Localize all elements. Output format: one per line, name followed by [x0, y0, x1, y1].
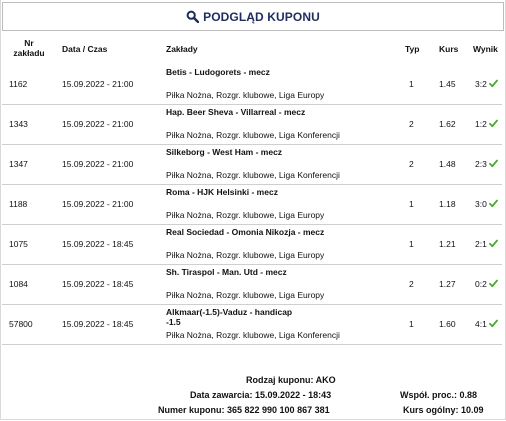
bet-odds: 1.27 — [439, 279, 456, 289]
bet-number: 57800 — [9, 319, 33, 329]
match-name: Real Sociedad - Omonia Nikozja - mecz — [166, 227, 325, 237]
bet-date: 15.09.2022 - 18:45 — [62, 239, 134, 249]
competition-name: Piłka Nożna, Rozgr. klubowe, Liga Konferencji — [166, 330, 340, 340]
bet-type: 2 — [409, 159, 414, 169]
bet-odds: 1.21 — [439, 239, 456, 249]
coupon-number: Numer kuponu: 365 822 990 100 867 381 — [158, 405, 330, 415]
search-icon — [186, 10, 199, 23]
check-icon — [489, 79, 498, 88]
column-header-bets: Zakłady — [166, 44, 198, 54]
bet-type: 1 — [409, 79, 414, 89]
bet-date: 15.09.2022 - 21:00 — [62, 159, 134, 169]
match-result: 2:1 — [475, 239, 487, 249]
bet-odds: 1.60 — [439, 319, 456, 329]
bet-type: 2 — [409, 119, 414, 129]
check-icon — [489, 239, 498, 248]
bet-type: 1 — [409, 199, 414, 209]
bet-odds: 1.18 — [439, 199, 456, 209]
bet-type: 2 — [409, 279, 414, 289]
table-row — [2, 225, 502, 265]
match-result: 2:3 — [475, 159, 487, 169]
column-header-type: Typ — [405, 44, 420, 54]
match-name: Roma - HJK Helsinki - mecz — [166, 187, 278, 197]
coupon-type: Rodzaj kuponu: AKO — [246, 375, 336, 385]
check-icon — [489, 279, 498, 288]
column-header-result: Wynik — [473, 44, 498, 54]
bet-date: 15.09.2022 - 18:45 — [62, 319, 134, 329]
competition-name: Piłka Nożna, Rozgr. klubowe, Liga Konferencji — [166, 130, 340, 140]
bet-date: 15.09.2022 - 21:00 — [62, 79, 134, 89]
match-name: Alkmaar(-1.5)-Vaduz - handicap — [166, 307, 293, 317]
match-name: Sh. Tiraspol - Man. Utd - mecz — [166, 267, 287, 277]
bet-odds: 1.45 — [439, 79, 456, 89]
table-row — [2, 145, 502, 185]
coupon-preview-header — [2, 2, 504, 31]
match-result: 3:0 — [475, 199, 487, 209]
bet-type: 1 — [409, 239, 414, 249]
competition-name: Piłka Nożna, Rozgr. klubowe, Liga Konferencji — [166, 170, 340, 180]
bet-date: 15.09.2022 - 21:00 — [62, 199, 134, 209]
bet-number: 1084 — [9, 279, 28, 289]
column-header-odds: Kurs — [439, 44, 459, 54]
column-header-date: Data / Czas — [62, 44, 108, 54]
table-row — [2, 65, 502, 105]
bet-number: 1188 — [9, 199, 28, 209]
date-closed: Data zawarcia: 15.09.2022 - 18:43 — [190, 390, 332, 400]
check-icon — [489, 199, 498, 208]
table-row — [2, 185, 502, 225]
bet-date: 15.09.2022 - 21:00 — [62, 119, 134, 129]
bet-odds: 1.48 — [439, 159, 456, 169]
check-icon — [489, 319, 498, 328]
match-name-line2: -1.5 — [166, 317, 181, 327]
commission-rate: Współ. proc.: 0.88 — [400, 390, 478, 400]
check-icon — [489, 119, 498, 128]
match-name: Silkeborg - West Ham - mecz — [166, 147, 283, 157]
bet-date: 15.09.2022 - 18:45 — [62, 279, 134, 289]
match-name: Hap. Beer Sheva - Villarreal - mecz — [166, 107, 306, 117]
bet-odds: 1.62 — [439, 119, 456, 129]
bet-number: 1075 — [9, 239, 28, 249]
competition-name: Piłka Nożna, Rozgr. klubowe, Liga Europy — [166, 210, 325, 220]
bet-type: 1 — [409, 319, 414, 329]
match-result: 1:2 — [475, 119, 487, 129]
match-result: 0:2 — [475, 279, 487, 289]
column-header-nr: Nr zakładu — [13, 38, 45, 58]
bet-number: 1162 — [9, 79, 28, 89]
competition-name: Piłka Nożna, Rozgr. klubowe, Liga Europy — [166, 250, 325, 260]
table-row — [2, 305, 502, 345]
page-title: PODGLĄD KUPONU — [203, 9, 320, 24]
match-result: 3:2 — [475, 79, 487, 89]
match-name: Betis - Ludogorets - mecz — [166, 67, 270, 77]
table-row — [2, 265, 502, 305]
competition-name: Piłka Nożna, Rozgr. klubowe, Liga Europy — [166, 90, 325, 100]
table-row — [2, 105, 502, 145]
bet-number: 1347 — [9, 159, 28, 169]
bet-number: 1343 — [9, 119, 28, 129]
check-icon — [489, 159, 498, 168]
match-result: 4:1 — [475, 319, 487, 329]
competition-name: Piłka Nożna, Rozgr. klubowe, Liga Europy — [166, 290, 325, 300]
total-odds: Kurs ogólny: 10.09 — [403, 405, 484, 415]
